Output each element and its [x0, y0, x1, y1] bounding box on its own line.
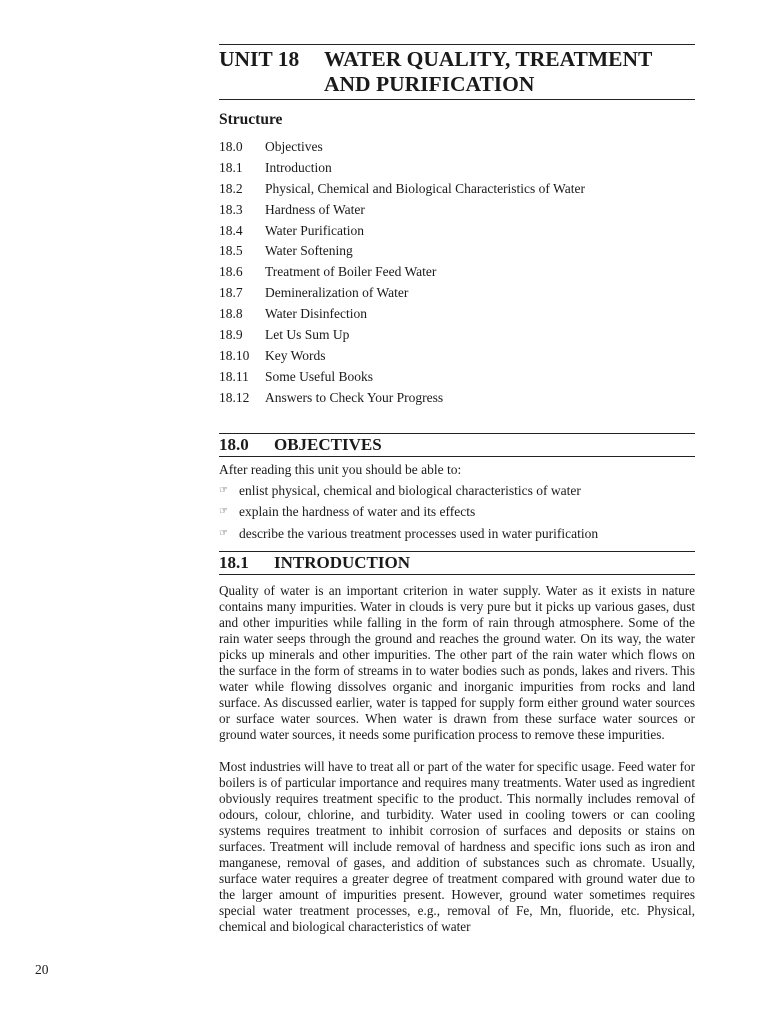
objective-text: explain the hardness of water and its effects	[239, 504, 476, 520]
structure-item-number: 18.6	[219, 264, 243, 280]
structure-item	[219, 241, 695, 262]
structure-item-label: Demineralization of Water	[265, 285, 409, 301]
structure-item-label: Treatment of Boiler Feed Water	[265, 264, 437, 280]
introduction-paragraph-1: Quality of water is an important criterion in water supply. Water as it exists in nature contains many impurities. Water in clouds is very pure but it picks up various gases, dust and other impurities while falling in the form of rain through atmosphere. Some of the rain water seeps through the ground and reaches the ground water. On its way, the water picks up minerals and other impurities. The other part of the rain water which flows on the surface in the form of streams in to water bodies such as ponds, lakes and rivers. This water while flowing dissolves organic and inorganic impurities from rocks and land surface. As discussed earlier, water is tapped for supply form either ground water sources or surface water sources. When water is drawn from these surface water sources or ground water sources, it needs some purification process to remove these impurities.	[219, 583, 695, 743]
structure-item	[219, 262, 695, 283]
objective-item	[219, 501, 695, 523]
pointing-hand-icon: ☞	[219, 506, 228, 518]
objective-item	[219, 480, 695, 502]
structure-item-label: Water Softening	[265, 243, 353, 259]
structure-item-number: 18.5	[219, 243, 243, 259]
unit-title-line2: AND PURIFICATION	[324, 72, 535, 96]
structure-item-label: Key Words	[265, 347, 326, 363]
structure-item-number: 18.8	[219, 306, 243, 322]
structure-item-label: Water Purification	[265, 222, 365, 238]
structure-item-number: 18.10	[219, 347, 250, 363]
objective-item	[219, 523, 695, 545]
structure-item-number: 18.3	[219, 201, 243, 217]
objectives-bottom-rule	[219, 456, 695, 457]
structure-item-label: Let Us Sum Up	[265, 327, 350, 343]
structure-item-number: 18.2	[219, 180, 243, 196]
introduction-bottom-rule	[219, 574, 695, 575]
structure-item-number: 18.11	[219, 368, 249, 384]
page-number: 20	[35, 962, 49, 977]
page-content	[219, 44, 695, 935]
introduction-title: INTRODUCTION	[274, 553, 411, 573]
unit-number: UNIT 18	[219, 47, 300, 71]
introduction-paragraph-2: Most industries will have to treat all or part of the water for specific usage. Feed water for boilers is of particular importance and requires many treatments. Water used as ingredient obviously requires treatment specific to the product. This normally includes removal of odours, colour, chlorine, and turbidity. Water used in cooling towers or can cooling systems requires treatment to inhibit corrosion of surfaces and deposits or stains on surfaces. Treatment will include removal of hardness and specific ions such as iron and manganese, removal of gases, and addition of substances such as chromate. Usually, surface water requires a greater degree of treatment compared with ground water due to the larger amount of impurities present. However, ground water sometimes requires special water treatment processes, e.g., removal of Fe, Mn, fluoride, etc. Physical, chemical and biological characteristics of water	[219, 759, 695, 935]
introduction-top-rule	[219, 551, 695, 552]
structure-item	[219, 346, 695, 367]
objective-text: enlist physical, chemical and biological characteristics of water	[239, 482, 581, 498]
structure-item	[219, 221, 695, 242]
objectives-number: 18.0	[219, 434, 249, 454]
structure-item-number: 18.7	[219, 285, 243, 301]
structure-item-label: Objectives	[265, 139, 323, 154]
title-bottom-rule	[219, 99, 695, 100]
pointing-hand-icon: ☞	[219, 527, 228, 539]
structure-item	[219, 304, 695, 325]
structure-item-label: Physical, Chemical and Biological Characteristics of Water	[265, 180, 585, 196]
structure-item-label: Introduction	[265, 159, 332, 175]
structure-item	[219, 283, 695, 304]
structure-item-number: 18.12	[219, 389, 250, 405]
introduction-number: 18.1	[219, 553, 249, 573]
unit-title	[219, 47, 695, 97]
objectives-intro: After reading this unit you should be able to:	[219, 461, 462, 477]
structure-item-number: 18.9	[219, 327, 243, 343]
structure-item-label: Some Useful Books	[265, 368, 373, 384]
structure-item	[219, 179, 695, 200]
structure-item	[219, 158, 695, 179]
structure-list	[219, 137, 695, 409]
structure-item-number: 18.4	[219, 222, 243, 238]
objectives-list	[219, 480, 695, 545]
introduction-heading	[219, 553, 695, 573]
unit-title-line1: WATER QUALITY, TREATMENT	[324, 47, 653, 71]
structure-item-label: Answers to Check Your Progress	[265, 389, 444, 405]
structure-item	[219, 388, 695, 409]
objectives-heading	[219, 435, 695, 455]
objective-text: describe the various treatment processes used in water purification	[239, 525, 599, 541]
structure-item-number: 18.1	[219, 159, 243, 175]
structure-item	[219, 367, 695, 388]
structure-item	[219, 200, 695, 221]
structure-item-label: Water Disinfection	[265, 306, 368, 322]
structure-item-number: 18.0	[219, 139, 243, 154]
objectives-title: OBJECTIVES	[274, 434, 382, 454]
objectives-top-rule	[219, 433, 695, 434]
pointing-hand-icon: ☞	[219, 484, 228, 496]
structure-item-label: Hardness of Water	[265, 201, 365, 217]
unit-title-text	[324, 47, 652, 97]
structure-item	[219, 137, 695, 158]
structure-heading: Structure	[219, 111, 283, 128]
structure-item	[219, 325, 695, 346]
title-top-rule	[219, 44, 695, 45]
